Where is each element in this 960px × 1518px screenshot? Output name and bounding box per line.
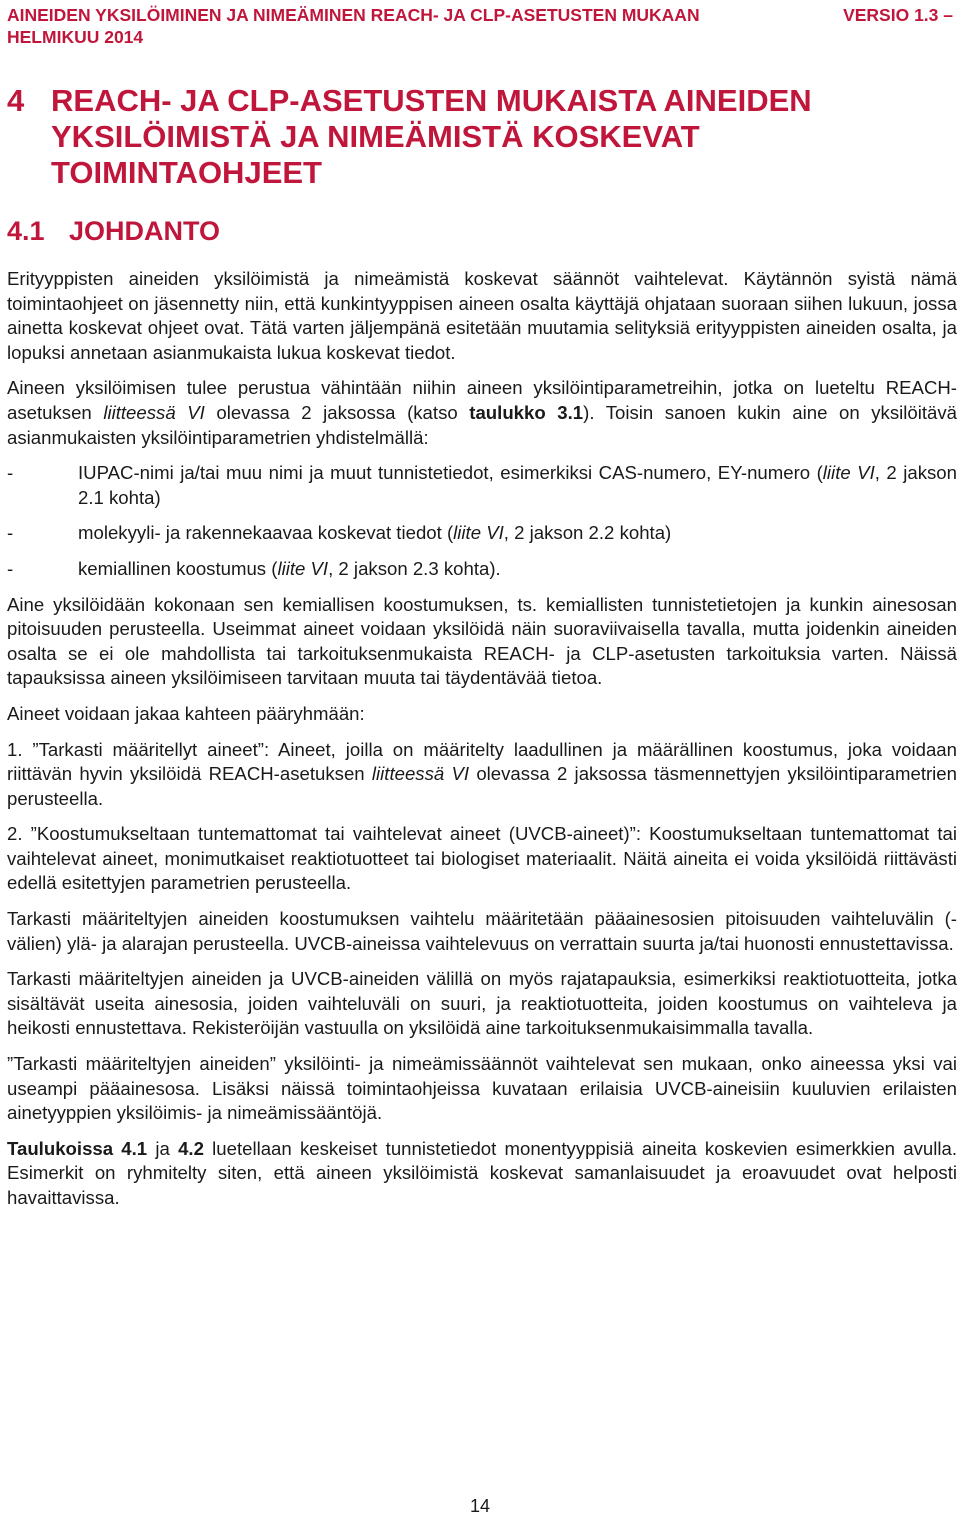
text-run: luetellaan keskeiset tunnistetiedot monentyyppisiä aineita koskevien esimerkkien avulla. Esimerkit on ryhmitelty siten, että aineen yksilöimistä koskevat samanlaisuudet ja eroavuudet ovat helposti havaittavissa. (7, 1137, 957, 1208)
text-run: olevassa 2 jaksossa täsmennettyjen yksilöintiparametrien perusteella. (7, 763, 957, 809)
paragraph-tables (7, 1137, 957, 1211)
text-run: ). Toisin sanoen kukin aine on yksilöitävä asianmukaisten yksilöintiparametrien yhdistelmällä: (7, 401, 958, 448)
text-run: IUPAC-nimi ja/tai muu nimi ja muut tunnistetiedot, esimerkiksi CAS-numero, EY-numero ( (78, 462, 823, 484)
annex-reference: liitteessä VI (371, 763, 470, 785)
section-heading (7, 213, 220, 249)
list-dash: - (7, 462, 14, 484)
section-title: JOHDANTO (69, 216, 221, 246)
text-run: olevassa 2 jaksossa (katso (204, 401, 470, 423)
table-reference: taulukko 3.1 (469, 401, 584, 423)
chapter-number: 4 (7, 83, 25, 118)
header-date: HELMIKUU 2014 (7, 27, 144, 47)
text-run: 1. ”Tarkasti määritellyt aineet”: Aineet, joilla on määritelty laadullinen ja määrällinen koostumus, joka voidaan riittävän hyvin yksilöidä REACH-asetuksen (7, 738, 957, 785)
text-run: molekyyli- ja rakennekaavaa koskevat tiedot ( (78, 522, 454, 544)
annex-reference: liite VI (453, 522, 504, 544)
header-version: VERSIO 1.3 – (843, 5, 953, 25)
paragraph-intro: Erityyppisten aineiden yksilöimistä ja nimeämistä koskevat säännöt vaihtelevat. Käytännön syistä nämä toimintaohjeet on jäsennetty niin, että kunkintyyppisen aineen osalta käyttäjä ohjataan suoraan siihen lukuun, jossa ainetta koskevat ohjeet ovat. Tätä varten jäljempänä esitetään muutamia selityksiä erityyppisten aineiden osalta, ja lopuksi annetaan asianmukaista lukua koskevat tiedot. (7, 268, 957, 363)
text-run: ja (147, 1137, 179, 1159)
text-run: kemiallinen koostumus ( (78, 557, 278, 579)
chapter-heading (7, 83, 937, 191)
running-header (7, 4, 953, 48)
list-item-text (78, 557, 957, 582)
annex-reference: liite VI (822, 462, 875, 484)
text-run: Aineen yksilöimisen tulee perustua vähintään niihin aineen yksilöintiparametreihin, jotka on lueteltu REACH-asetuksen (7, 377, 957, 423)
list-item (7, 461, 957, 510)
numbered-item-1 (7, 738, 957, 812)
text-run: , 2 jakson 2.1 kohta) (78, 462, 957, 508)
list-item-text (78, 461, 957, 510)
body-text (7, 267, 957, 1222)
paragraph-identification (7, 376, 957, 450)
paragraph-composition: Aine yksilöidään kokonaan sen kemiallisen koostumuksen, ts. kemiallisten tunnistetietojen ja kunkin ainesosan pitoisuuden perusteella. Useimmat aineet voidaan yksilöidä näin suoraviivaisella tavalla, mutta joidenkin aineiden osalta se ei ole mahdollista tai tarkoituksenmukaista REACH- ja CLP-asetusten tarkoituksia varten. Näissä tapauksissa aineen yksilöimiseen tarvitaan muuta tai täydentävää tietoa. (7, 593, 957, 689)
list-item (7, 521, 957, 546)
paragraph-borderline: Tarkasti määriteltyjen aineiden ja UVCB-aineiden välillä on myös rajatapauksia, esimerkiksi reaktiotuotteita, jotka sisältävät useita ainesosia, joiden vaihteluväli on suuri, ja reaktiotuotteita, joiden koostumus on vaihteleva ja heikosti ennustettava. Rekisteröijän vastuulla on yksilöidä aine tarkoituksenmukaisimmalla tavalla. (7, 968, 957, 1039)
paragraph-variation: Tarkasti määriteltyjen aineiden koostumuksen vaihtelu määritetään pääainesosien pitoisuuden vaihteluvälin (-välien) ylä- ja alarajan perusteella. UVCB-aineissa vaihtelevuus on verrattain suurta ja/tai huonosti ennustettavissa. (7, 908, 957, 954)
text-run: , 2 jakson 2.2 kohta) (503, 522, 672, 544)
numbered-item-2: 2. ”Koostumukseltaan tuntemattomat tai vaihtelevat aineet (UVCB-aineet)”: Koostumukseltaan tuntemattomat tai vaihtelevat aineet, monimutkaiset reaktiotuotteet tai biologiset materiaalit. Näitä aineita ei voida yksilöidä riittävästi edellä esitettyjen parametrien perusteella. (7, 823, 957, 894)
section-number: 4.1 (7, 216, 45, 246)
list-item (7, 557, 957, 582)
chapter-title: REACH- JA CLP-ASETUSTEN MUKAISTA AINEIDEN YKSILÖIMISTÄ JA NIMEÄMISTÄ KOSKEVAT TOIMINTAOHJEET (51, 83, 812, 190)
annex-reference: liite VI (277, 557, 329, 579)
paragraph-rules: ”Tarkasti määriteltyjen aineiden” yksilöinti- ja nimeämissäännöt vaihtelevat sen mukaan, onko aineessa yksi vai useampi pääainesosa. Lisäksi näissä toimintaohjeissa kuvataan erilaisia UVCB-aineisiin kuuluvien erilaisten ainetyyppien yksilöimis- ja nimeämissääntöjä. (7, 1053, 957, 1124)
page-number: 14 (469, 1496, 491, 1516)
table-reference: Taulukoissa 4.1 (7, 1137, 148, 1159)
text-run: , 2 jakson 2.3 kohta). (328, 557, 501, 579)
table-reference: 4.2 (178, 1137, 204, 1159)
list-dash: - (7, 522, 14, 544)
list-dash: - (7, 557, 14, 579)
list-item-text (78, 521, 957, 546)
header-title: AINEIDEN YKSILÖIMINEN JA NIMEÄMINEN REACH- JA CLP-ASETUSTEN MUKAAN (7, 5, 700, 25)
annex-reference: liitteessä VI (103, 401, 205, 423)
paragraph-groups: Aineet voidaan jakaa kahteen pääryhmään: (7, 702, 365, 724)
